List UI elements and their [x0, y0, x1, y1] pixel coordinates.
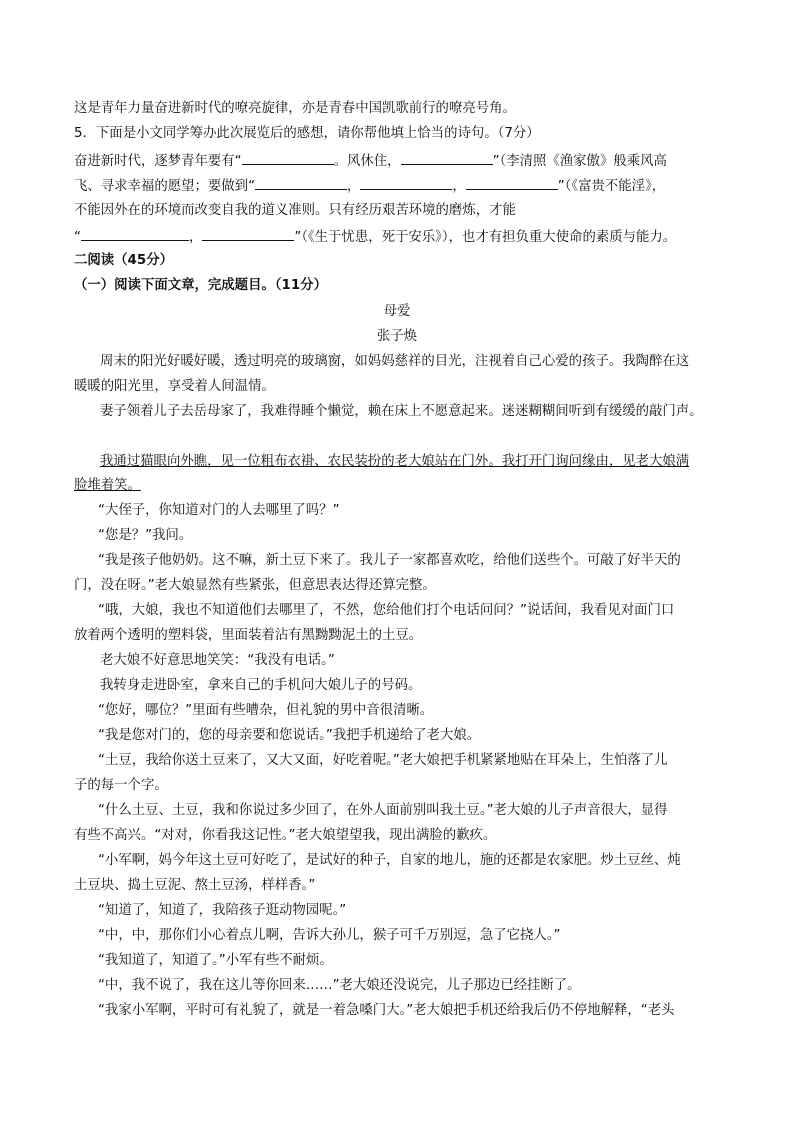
section-heading: 二阅读（45分） — [74, 253, 173, 268]
paragraph-line: 老大娘不好意思地笑笑：“我没有电话。” — [100, 653, 335, 668]
underlined-paragraph-line: 我通过猫眼向外瞧，见一位粗布衣褂、农民装扮的老大娘站在门外。我打开门询问缘由，见老大娘满 — [100, 454, 690, 469]
answer-blank[interactable] — [242, 150, 334, 165]
text-segment: ”（《生于忧患，死于安乐》），也才有担负重大使命的素质与能力。 — [294, 230, 677, 245]
fill-line — [74, 150, 667, 172]
dialogue-line: 有些不高兴。“对对，你看我这记性。”老大娘望望我，现出满脸的歉疚。 — [74, 828, 497, 843]
dialogue-line: 子的每一个字。 — [74, 778, 168, 793]
text-line: 不能因外在的环境而改变自我的道义准则。只有经历艰苦环境的磨炼，才能 — [74, 203, 516, 218]
dialogue-line: 门，没在呀。”老大娘显然有些紧张，但意思表达得还算完整。 — [74, 578, 436, 593]
text-segment: ， — [452, 179, 466, 194]
dialogue-line: “小军啊，妈今年这土豆可好吃了，是试好的种子，自家的地儿，施的还都是农家肥。炒土豆丝、炖 — [98, 853, 681, 868]
answer-blank[interactable] — [202, 226, 294, 241]
fill-line — [74, 226, 676, 248]
subsection-heading: （一）阅读下面文章，完成题目。（11分） — [74, 278, 327, 293]
text-segment: ， — [188, 230, 203, 245]
answer-blank[interactable] — [466, 175, 558, 190]
text-segment: 。风休住， — [333, 154, 401, 169]
dialogue-line: “土豆，我给你送土豆来了，又大又面，好吃着呢。”老大娘把手机紧紧地贴在耳朵上，生怕落了儿 — [98, 753, 668, 768]
answer-blank[interactable] — [81, 226, 189, 241]
answer-blank[interactable] — [401, 150, 493, 165]
article-author: 张子焕 — [376, 329, 418, 344]
paragraph-line: 妻子领着儿子去岳母家了，我难得睡个懒觉，赖在床上不愿意起来。迷迷糊糊间听到有缓缓的敲门声。 — [100, 404, 703, 419]
dialogue-line: “中，中，那你们小心着点儿啊，告诉大孙儿，猴子可千万别逗，急了它挠人。” — [98, 928, 561, 943]
paragraph-line: 暖暖的阳光里，享受着人间温情。 — [74, 379, 275, 394]
answer-blank[interactable] — [255, 175, 347, 190]
text-segment: ”（李清照《渔家傲》般乘风高 — [492, 154, 667, 169]
fill-line — [74, 175, 665, 197]
dialogue-line: “中，我不说了，我在这儿等你回来……”老大娘还没说完，儿子那边已经挂断了。 — [98, 978, 581, 993]
dialogue-line: “我是孩子他奶奶。这不嘛，新土豆下来了。我儿子一家都喜欢吃，给他们送些个。可敲了好半天的 — [98, 553, 681, 568]
text-segment: 飞、寻求幸福的愿望；要做到“ — [74, 179, 256, 194]
dialogue-line: “什么土豆、土豆，我和你说过多少回了，在外人面前别叫我土豆。”老大娘的儿子声音很大，显得 — [98, 803, 668, 818]
dialogue-line: “知道了，知道了，我陪孩子逛动物园呢。” — [98, 903, 347, 918]
text-segment: “ — [74, 230, 81, 245]
dialogue-line: 土豆块、捣土豆泥、熬土豆汤，样样香。” — [74, 878, 316, 893]
dialogue-line: 放着两个透明的塑料袋，里面装着沾有黑黝黝泥土的土豆。 — [74, 628, 423, 643]
dialogue-line: “我知道了，知道了。”小军有些不耐烦。 — [98, 953, 333, 968]
paragraph-line: 周末的阳光好暖好暖，透过明亮的玻璃窗，如妈妈慈祥的目光，注视着自己心爱的孩子。我陶醉在这 — [100, 354, 690, 369]
dialogue-line: “我家小军啊，平时可有礼貌了，就是一着急嗓门大。”老大娘把手机还给我后仍不停地解释，“老头 — [98, 1003, 675, 1018]
dialogue-line: “大侄子，你知道对门的人去哪里了吗？” — [98, 503, 340, 518]
dialogue-line: “哦，大娘，我也不知道他们去哪里了，不然，您给他们打个电话问问？”说话间，我看见对面门口 — [98, 603, 675, 618]
text-segment: ， — [347, 179, 361, 194]
dialogue-line: “您是？”我问。 — [98, 528, 193, 543]
underlined-paragraph-line: 脸堆着笑。 — [74, 478, 141, 493]
paragraph-line: 我转身走进卧室，拿来自己的手机问大娘儿子的号码。 — [100, 678, 422, 693]
text-line: 这是青年力量奋进新时代的嘹亮旋律，亦是青春中国凯歌前行的嘹亮号角。 — [74, 101, 516, 116]
text-segment: 奋进新时代，逐梦青年要有“ — [74, 154, 242, 169]
article-title: 母爱 — [383, 304, 411, 319]
text-segment: ”（《富贵不能淫》， — [557, 179, 666, 194]
answer-blank[interactable] — [360, 175, 452, 190]
dialogue-line: “您好，哪位？”里面有些嘈杂，但礼貌的男中音很清晰。 — [98, 703, 434, 718]
question-5: 5．下面是小文同学筹办此次展览后的感想，请你帮他填上恰当的诗句。（7分） — [74, 126, 540, 141]
dialogue-line: “我是您对门的，您的母亲要和您说话。”我把手机递给了老大娘。 — [98, 728, 481, 743]
